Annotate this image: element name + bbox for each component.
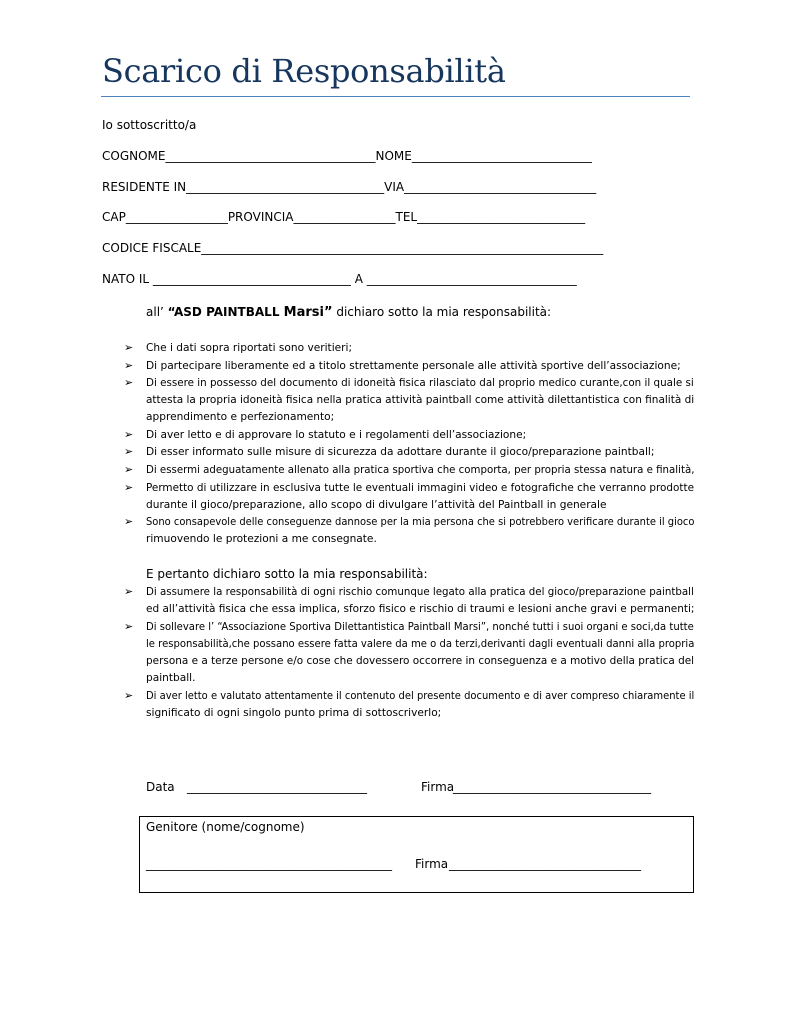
birth-field: NATO IL _________________________________ A ___________________________________: [102, 272, 577, 286]
list-item-continuation: significato di ogni singolo punto prima di sottoscriverlo;: [146, 707, 442, 719]
parent-name-field[interactable]: _________________________________________: [146, 857, 392, 871]
list-item-continuation: attesta la propria idoneità fisica nella pratica attività paintball come attività dilettantistica con finalità di: [146, 394, 695, 406]
bullet-arrow-icon: ➢: [124, 376, 134, 389]
parent-signature-field[interactable]: ________________________________: [449, 857, 641, 871]
parent-label: Genitore (nome/cognome): [146, 820, 305, 834]
bullet-arrow-icon: ➢: [124, 359, 134, 372]
bullet-arrow-icon: ➢: [124, 620, 134, 633]
list-item-continuation: ed all’attività fisica che essa implica, sforzo fisico e rischio di traumi e lesioni anche gravi e permanenti;: [146, 603, 695, 615]
tax-code-field: CODICE FISCALE___________________________________________________________________: [102, 241, 604, 255]
list-item-continuation: durante il gioco/preparazione, allo scopo di divulgare l’attività del Paintball in generale: [146, 499, 607, 511]
list-item: Di essere in possesso del documento di idoneità fisica rilasciato dal proprio medico curante,con il quale si: [146, 377, 694, 389]
date-label: Data: [146, 780, 175, 794]
bullet-arrow-icon: ➢: [124, 585, 134, 598]
section2-heading: E pertanto dichiaro sotto la mia responsabilità:: [146, 567, 428, 581]
list-item-continuation: persona e a terze persone e/o cose che dovessero occorrere in conseguenza e a motivo della pratica del: [146, 655, 695, 667]
date-field[interactable]: ______________________________: [187, 780, 367, 794]
bullet-arrow-icon: ➢: [124, 341, 134, 354]
page-title: Scarico di Responsabilità: [102, 52, 506, 90]
list-item: Di assumere la responsabilità di ogni rischio comunque legato alla pratica del gioco/preparazione paintball: [146, 586, 694, 598]
list-item: Sono consapevole delle conseguenze dannose per la mia persona che si potrebbero verificare durante il gioco: [146, 516, 695, 528]
cap-province-tel-field: CAP_________________PROVINCIA_________________TEL____________________________: [102, 210, 586, 224]
surname-name-field: COGNOME___________________________________NOME______________________________: [102, 149, 592, 163]
bullet-arrow-icon: ➢: [124, 445, 134, 458]
undersigned-label: Io sottoscritto/a: [102, 118, 197, 132]
intro-suffix: dichiaro sotto la mia responsabilità:: [332, 305, 552, 319]
list-item: Di aver letto e valutato attentamente il contenuto del presente documento e di aver compreso chiaramente il: [146, 690, 695, 702]
list-item: Di esser informato sulle misure di sicurezza da adottare durante il gioco/preparazione paintball;: [146, 446, 655, 458]
bullet-arrow-icon: ➢: [124, 428, 134, 441]
intro-line: [146, 305, 551, 320]
bullet-arrow-icon: ➢: [124, 481, 134, 494]
list-item-continuation: rimuovendo le protezioni a me consegnate.: [146, 533, 377, 545]
list-item: Permetto di utilizzare in esclusiva tutte le eventuali immagini video e fotografiche che verranno prodotte: [146, 482, 695, 494]
list-item-continuation: apprendimento e perfezionamento;: [146, 411, 335, 423]
list-item: Di aver letto e di approvare lo statuto e i regolamenti dell’associazione;: [146, 429, 527, 441]
list-item: Di essermi adeguatamente allenato alla pratica sportiva che comporta, per propria stessa natura e finalità,: [146, 464, 695, 476]
intro-prefix: all’: [146, 305, 168, 319]
list-item: Di partecipare liberamente ed a titolo strettamente personale alle attività sportive dell’associazione;: [146, 360, 681, 372]
bullet-arrow-icon: ➢: [124, 463, 134, 476]
residence-street-field: RESIDENTE IN_________________________________VIA________________________________: [102, 180, 597, 194]
signature-label: Firma: [421, 780, 455, 794]
bullet-arrow-icon: ➢: [124, 515, 134, 528]
list-item-continuation: le responsabilità,che possano essere fatta valere da me o da terzi,derivanti dagli eventuali danni alla propria: [146, 638, 695, 650]
bullet-arrow-icon: ➢: [124, 689, 134, 702]
parent-signature-label: Firma: [415, 857, 449, 871]
title-rule: [101, 96, 690, 97]
list-item-continuation: paintball.: [146, 672, 196, 684]
list-item: Di sollevare l’ “Associazione Sportiva Dilettantistica Paintball Marsi”, nonché tutti i suoi organi e soci,da tutte: [146, 621, 694, 633]
list-item: Che i dati sopra riportati sono veritieri;: [146, 342, 353, 354]
org-name: “ASD PAINTBALL Marsi”: [167, 305, 333, 320]
signature-field[interactable]: _________________________________: [453, 780, 651, 794]
